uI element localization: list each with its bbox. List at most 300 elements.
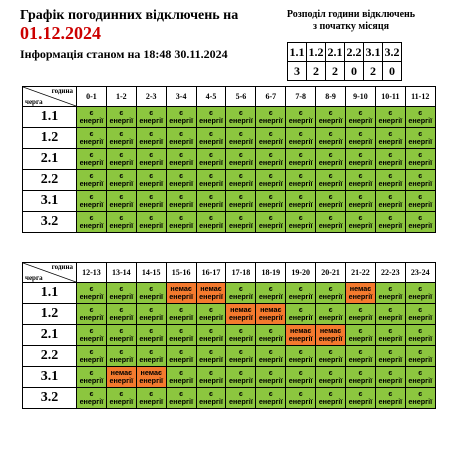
cell-status-line1: є [268, 192, 273, 201]
queue-row [23, 367, 436, 388]
cell-status-line2: енергії [139, 292, 164, 301]
cell-status-line2: енергії [348, 200, 373, 209]
power-on-cell [136, 283, 166, 304]
cell-status-line2: енергії [258, 355, 283, 364]
cell-status-line1: є [209, 192, 213, 201]
cell-status-line1: є [89, 389, 94, 398]
cell-status-line2: енергії [318, 355, 343, 364]
power-on-cell [226, 346, 256, 367]
cell-status-line1: є [298, 150, 303, 159]
cell-status-line2: енергії [199, 355, 223, 364]
power-on-cell [166, 149, 196, 170]
power-on-cell [405, 212, 435, 233]
power-on-cell [196, 107, 226, 128]
power-on-cell [226, 212, 256, 233]
power-on-cell [136, 191, 166, 212]
power-on-cell [256, 170, 286, 191]
cell-status-line2: енергії [229, 158, 253, 167]
distribution-queue-header: 1.2 [307, 43, 326, 62]
power-off-cell [226, 304, 256, 325]
cell-status-line2: енергії [79, 158, 104, 167]
hour-header: 4-5 [196, 87, 226, 107]
hour-header: 3-4 [166, 87, 196, 107]
cell-status-line1: є [298, 192, 303, 201]
cell-status-line2: енергії [169, 179, 193, 188]
queue-row [23, 170, 436, 191]
cell-status-line2: енергії [79, 313, 104, 322]
cell-status-line1: є [179, 326, 184, 335]
cell-status-line2: енергії [139, 334, 164, 343]
cell-status-line1: є [418, 347, 423, 356]
cell-status-line2: енергії [199, 137, 223, 146]
cell-status-line2: енергії [318, 313, 343, 322]
power-on-cell [286, 304, 316, 325]
cell-status-line2: енергії [79, 116, 104, 125]
cell-status-line2: енергії [79, 137, 104, 146]
cell-status-line1: є [179, 389, 184, 398]
cell-status-line1: є [418, 192, 423, 201]
cell-status-line2: енергії [408, 334, 433, 343]
cell-status-line1: є [89, 213, 94, 222]
power-on-cell [346, 325, 376, 346]
cell-status-line1: є [119, 389, 124, 398]
power-on-cell [286, 388, 316, 409]
cell-status-line2: енергії [169, 313, 193, 322]
cell-status-line2: енергії [169, 334, 193, 343]
cell-status-line1: є [89, 368, 94, 377]
cell-status-line2: енергії [229, 376, 253, 385]
cell-status-line2: енергії [288, 116, 313, 125]
schedule-title: Графік погодинних відключень на [20, 8, 239, 23]
cell-status-line1: є [238, 129, 243, 138]
power-on-cell [405, 191, 435, 212]
hour-header: 9-10 [346, 87, 376, 107]
cell-status-line2: енергії [288, 334, 313, 343]
hour-header: 16-17 [196, 263, 226, 283]
cell-status-line1: є [89, 192, 94, 201]
cell-status-line1: є [89, 305, 94, 314]
distribution-queue-header: 3.1 [364, 43, 383, 62]
power-on-cell [346, 367, 376, 388]
distribution-value: 2 [326, 62, 345, 81]
cell-status-line2: енергії [139, 116, 164, 125]
power-on-cell [136, 325, 166, 346]
queue-label: 2.1 [23, 325, 77, 346]
cell-status-line1: є [298, 305, 303, 314]
cell-status-line2: енергії [378, 179, 403, 188]
power-on-cell [375, 107, 405, 128]
power-on-cell [77, 388, 107, 409]
hour-header: 6-7 [256, 87, 286, 107]
power-on-cell [256, 212, 286, 233]
power-on-cell [136, 388, 166, 409]
cell-status-line2: енергії [139, 179, 164, 188]
cell-status-line2: енергії [229, 397, 253, 406]
power-on-cell [256, 283, 286, 304]
cell-status-line1: є [179, 192, 184, 201]
corner-cell [23, 87, 77, 107]
power-on-cell [166, 107, 196, 128]
cell-status-line2: енергії [258, 292, 283, 301]
cell-status-line1: немає [170, 284, 192, 293]
queue-label: 3.2 [23, 388, 77, 409]
cell-status-line2: енергії [348, 221, 373, 230]
power-on-cell [375, 283, 405, 304]
queue-row [23, 191, 436, 212]
queue-label: 3.2 [23, 212, 77, 233]
cell-status-line2: енергії [229, 334, 253, 343]
power-on-cell [196, 128, 226, 149]
power-off-cell [346, 283, 376, 304]
cell-status-line2: енергії [258, 116, 283, 125]
hour-header: 14-15 [136, 263, 166, 283]
cell-status-line2: енергії [318, 116, 343, 125]
power-on-cell [375, 170, 405, 191]
cell-status-line2: енергії [139, 397, 164, 406]
queue-label: 3.1 [23, 191, 77, 212]
cell-status-line2: енергії [109, 221, 134, 230]
cell-status-line2: енергії [378, 376, 403, 385]
cell-status-line2: енергії [109, 158, 134, 167]
cell-status-line1: є [119, 305, 124, 314]
cell-status-line1: є [119, 129, 124, 138]
distribution-table [287, 42, 402, 81]
power-on-cell [375, 191, 405, 212]
cell-status-line1: є [149, 284, 154, 293]
cell-status-line2: енергії [258, 179, 283, 188]
cell-status-line1: є [119, 108, 124, 117]
cell-status-line1: є [149, 389, 154, 398]
power-on-cell [316, 128, 346, 149]
cell-status-line2: енергії [258, 376, 283, 385]
hour-header: 15-16 [166, 263, 196, 283]
cell-status-line1: є [149, 150, 154, 159]
cell-status-line2: енергії [378, 200, 403, 209]
distribution-value: 2 [307, 62, 326, 81]
cell-status-line2: енергії [408, 292, 433, 301]
cell-status-line2: енергії [109, 179, 134, 188]
cell-status-line2: енергії [229, 292, 253, 301]
queue-label: 2.2 [23, 346, 77, 367]
power-on-cell [106, 325, 136, 346]
power-on-cell [226, 283, 256, 304]
power-on-cell [226, 170, 256, 191]
cell-status-line2: енергії [169, 376, 193, 385]
power-on-cell [106, 149, 136, 170]
cell-status-line1: є [268, 347, 273, 356]
power-off-cell [106, 367, 136, 388]
power-on-cell [226, 191, 256, 212]
cell-status-line2: енергії [229, 137, 253, 146]
cell-status-line1: є [89, 326, 94, 335]
cell-status-line2: енергії [288, 376, 313, 385]
cell-status-line1: є [209, 150, 213, 159]
cell-status-line2: енергії [408, 158, 433, 167]
cell-status-line2: енергії [348, 355, 373, 364]
cell-status-line1: є [209, 305, 213, 314]
hour-header: 18-19 [256, 263, 286, 283]
distribution-title-line1: Розподіл години відключень [286, 9, 416, 20]
cell-status-line2: енергії [258, 158, 283, 167]
queue-row [23, 325, 436, 346]
cell-status-line2: енергії [79, 355, 104, 364]
distribution-queue-header: 1.1 [288, 43, 307, 62]
cell-status-line1: є [149, 171, 154, 180]
cell-status-line2: енергії [199, 292, 223, 301]
cell-status-line2: енергії [229, 355, 253, 364]
power-on-cell [316, 283, 346, 304]
cell-status-line1: є [328, 368, 333, 377]
cell-status-line1: є [268, 171, 273, 180]
queue-label: 2.2 [23, 170, 77, 191]
power-on-cell [256, 325, 286, 346]
power-on-cell [106, 107, 136, 128]
cell-status-line1: є [358, 213, 363, 222]
cell-status-line1: є [238, 150, 243, 159]
power-on-cell [256, 128, 286, 149]
cell-status-line2: енергії [109, 376, 134, 385]
cell-status-line1: є [418, 389, 423, 398]
cell-status-line2: енергії [199, 116, 223, 125]
cell-status-line2: енергії [408, 137, 433, 146]
cell-status-line1: є [119, 326, 124, 335]
power-on-cell [316, 191, 346, 212]
power-on-cell [405, 149, 435, 170]
power-off-cell [136, 367, 166, 388]
power-on-cell [77, 325, 107, 346]
power-on-cell [346, 191, 376, 212]
power-on-cell [346, 212, 376, 233]
cell-status-line1: є [328, 213, 333, 222]
cell-status-line1: є [358, 347, 363, 356]
cell-status-line1: є [149, 305, 154, 314]
cell-status-line2: енергії [348, 292, 373, 301]
cell-status-line1: немає [319, 326, 342, 335]
power-on-cell [196, 388, 226, 409]
power-on-cell [375, 128, 405, 149]
cell-status-line1: є [328, 347, 333, 356]
power-on-cell [77, 128, 107, 149]
cell-status-line2: енергії [109, 200, 134, 209]
cell-status-line1: є [298, 368, 303, 377]
power-on-cell [166, 304, 196, 325]
power-on-cell [316, 346, 346, 367]
cell-status-line2: енергії [378, 355, 403, 364]
power-on-cell [346, 128, 376, 149]
distribution-title-line2: з початку місяця [312, 21, 390, 32]
power-on-cell [106, 388, 136, 409]
cell-status-line2: енергії [109, 137, 134, 146]
power-on-cell [166, 367, 196, 388]
cell-status-line1: є [89, 108, 94, 117]
queue-row [23, 212, 436, 233]
cell-status-line2: енергії [288, 397, 313, 406]
cell-status-line2: енергії [408, 179, 433, 188]
cell-status-line2: енергії [169, 292, 193, 301]
cell-status-line2: енергії [318, 137, 343, 146]
hour-header: 23-24 [405, 263, 435, 283]
power-on-cell [375, 212, 405, 233]
power-on-cell [405, 128, 435, 149]
power-on-cell [316, 149, 346, 170]
cell-status-line2: енергії [79, 179, 104, 188]
cell-status-line1: є [298, 129, 303, 138]
cell-status-line2: енергії [348, 397, 373, 406]
cell-status-line1: є [268, 150, 273, 159]
power-on-cell [346, 346, 376, 367]
hour-header: 11-12 [405, 87, 435, 107]
power-on-cell [286, 346, 316, 367]
cell-status-line2: енергії [109, 313, 134, 322]
cell-status-line2: енергії [348, 158, 373, 167]
cell-status-line2: енергії [199, 397, 223, 406]
cell-status-line2: енергії [139, 137, 164, 146]
cell-status-line2: енергії [408, 200, 433, 209]
power-on-cell [77, 367, 107, 388]
queue-label: 3.1 [23, 367, 77, 388]
power-on-cell [346, 149, 376, 170]
cell-status-line2: енергії [378, 137, 403, 146]
cell-status-line1: є [209, 347, 213, 356]
power-on-cell [77, 191, 107, 212]
cell-status-line1: є [388, 389, 393, 398]
power-on-cell [166, 128, 196, 149]
cell-status-line1: є [149, 213, 154, 222]
cell-status-line1: є [328, 108, 333, 117]
power-on-cell [375, 149, 405, 170]
cell-status-line1: є [328, 129, 333, 138]
power-on-cell [286, 107, 316, 128]
cell-status-line2: енергії [288, 200, 313, 209]
cell-status-line1: є [388, 108, 393, 117]
cell-status-line1: є [358, 305, 363, 314]
power-on-cell [286, 191, 316, 212]
cell-status-line2: енергії [318, 221, 343, 230]
cell-status-line2: енергії [408, 355, 433, 364]
cell-status-line1: є [388, 213, 393, 222]
cell-status-line2: енергії [229, 313, 253, 322]
power-on-cell [286, 149, 316, 170]
power-off-cell [166, 283, 196, 304]
cell-status-line1: є [358, 171, 363, 180]
cell-status-line1: є [119, 347, 124, 356]
hour-header: 2-3 [136, 87, 166, 107]
cell-status-line1: є [119, 284, 124, 293]
hour-header: 10-11 [375, 87, 405, 107]
distribution-value: 0 [345, 62, 364, 81]
cell-status-line1: є [328, 284, 333, 293]
distribution-value: 0 [383, 62, 402, 81]
power-on-cell [77, 107, 107, 128]
cell-status-line2: енергії [169, 158, 193, 167]
power-on-cell [286, 128, 316, 149]
cell-status-line2: енергії [378, 158, 403, 167]
cell-status-line1: є [89, 284, 94, 293]
cell-status-line1: є [179, 129, 184, 138]
cell-status-line2: енергії [258, 334, 283, 343]
cell-status-line1: є [358, 150, 363, 159]
queue-label: 2.1 [23, 149, 77, 170]
power-on-cell [286, 170, 316, 191]
schedule-table-afternoon [22, 262, 436, 409]
hour-header: 12-13 [77, 263, 107, 283]
cell-status-line1: є [358, 389, 363, 398]
power-on-cell [106, 212, 136, 233]
cell-status-line1: є [388, 284, 393, 293]
cell-status-line1: є [388, 326, 393, 335]
cell-status-line1: є [268, 129, 273, 138]
power-on-cell [405, 304, 435, 325]
cell-status-line1: є [298, 171, 303, 180]
cell-status-line2: енергії [79, 397, 104, 406]
cell-status-line1: є [268, 326, 273, 335]
power-on-cell [346, 304, 376, 325]
power-on-cell [226, 325, 256, 346]
cell-status-line1: є [209, 129, 213, 138]
cell-status-line1: є [418, 150, 423, 159]
cell-status-line2: енергії [199, 221, 223, 230]
queue-row [23, 283, 436, 304]
cell-status-line1: є [179, 150, 184, 159]
cell-status-line1: є [149, 108, 154, 117]
power-on-cell [136, 346, 166, 367]
cell-status-line1: немає [349, 284, 372, 293]
distribution-queue-header: 2.1 [326, 43, 345, 62]
cell-status-line2: енергії [348, 376, 373, 385]
power-on-cell [316, 170, 346, 191]
cell-status-line1: є [358, 108, 363, 117]
cell-status-line1: немає [289, 326, 312, 335]
cell-status-line2: енергії [288, 137, 313, 146]
cell-status-line1: є [179, 171, 184, 180]
power-on-cell [166, 191, 196, 212]
power-on-cell [77, 304, 107, 325]
cell-status-line1: є [119, 171, 124, 180]
cell-status-line2: енергії [378, 292, 403, 301]
cell-status-line1: є [388, 150, 393, 159]
hour-header: 5-6 [226, 87, 256, 107]
cell-status-line1: є [89, 347, 94, 356]
hour-header: 8-9 [316, 87, 346, 107]
cell-status-line2: енергії [288, 313, 313, 322]
power-off-cell [256, 304, 286, 325]
cell-status-line2: енергії [139, 221, 164, 230]
power-on-cell [226, 149, 256, 170]
cell-status-line1: є [179, 213, 184, 222]
cell-status-line2: енергії [348, 116, 373, 125]
power-on-cell [106, 191, 136, 212]
power-on-cell [375, 304, 405, 325]
cell-status-line2: енергії [378, 397, 403, 406]
power-on-cell [256, 367, 286, 388]
cell-status-line2: енергії [408, 313, 433, 322]
cell-status-line1: немає [260, 305, 282, 314]
hour-header: 21-22 [346, 263, 376, 283]
cell-status-line1: є [179, 347, 184, 356]
cell-status-line2: енергії [288, 292, 313, 301]
cell-status-line1: є [418, 108, 423, 117]
cell-status-line1: є [238, 326, 243, 335]
power-on-cell [166, 170, 196, 191]
schedule-date: 01.12.2024 [20, 23, 101, 43]
cell-status-line2: енергії [288, 221, 313, 230]
hour-header: 19-20 [286, 263, 316, 283]
power-on-cell [256, 191, 286, 212]
power-on-cell [316, 367, 346, 388]
cell-status-line1: є [238, 389, 243, 398]
queue-label: 1.1 [23, 107, 77, 128]
queue-label: 1.1 [23, 283, 77, 304]
